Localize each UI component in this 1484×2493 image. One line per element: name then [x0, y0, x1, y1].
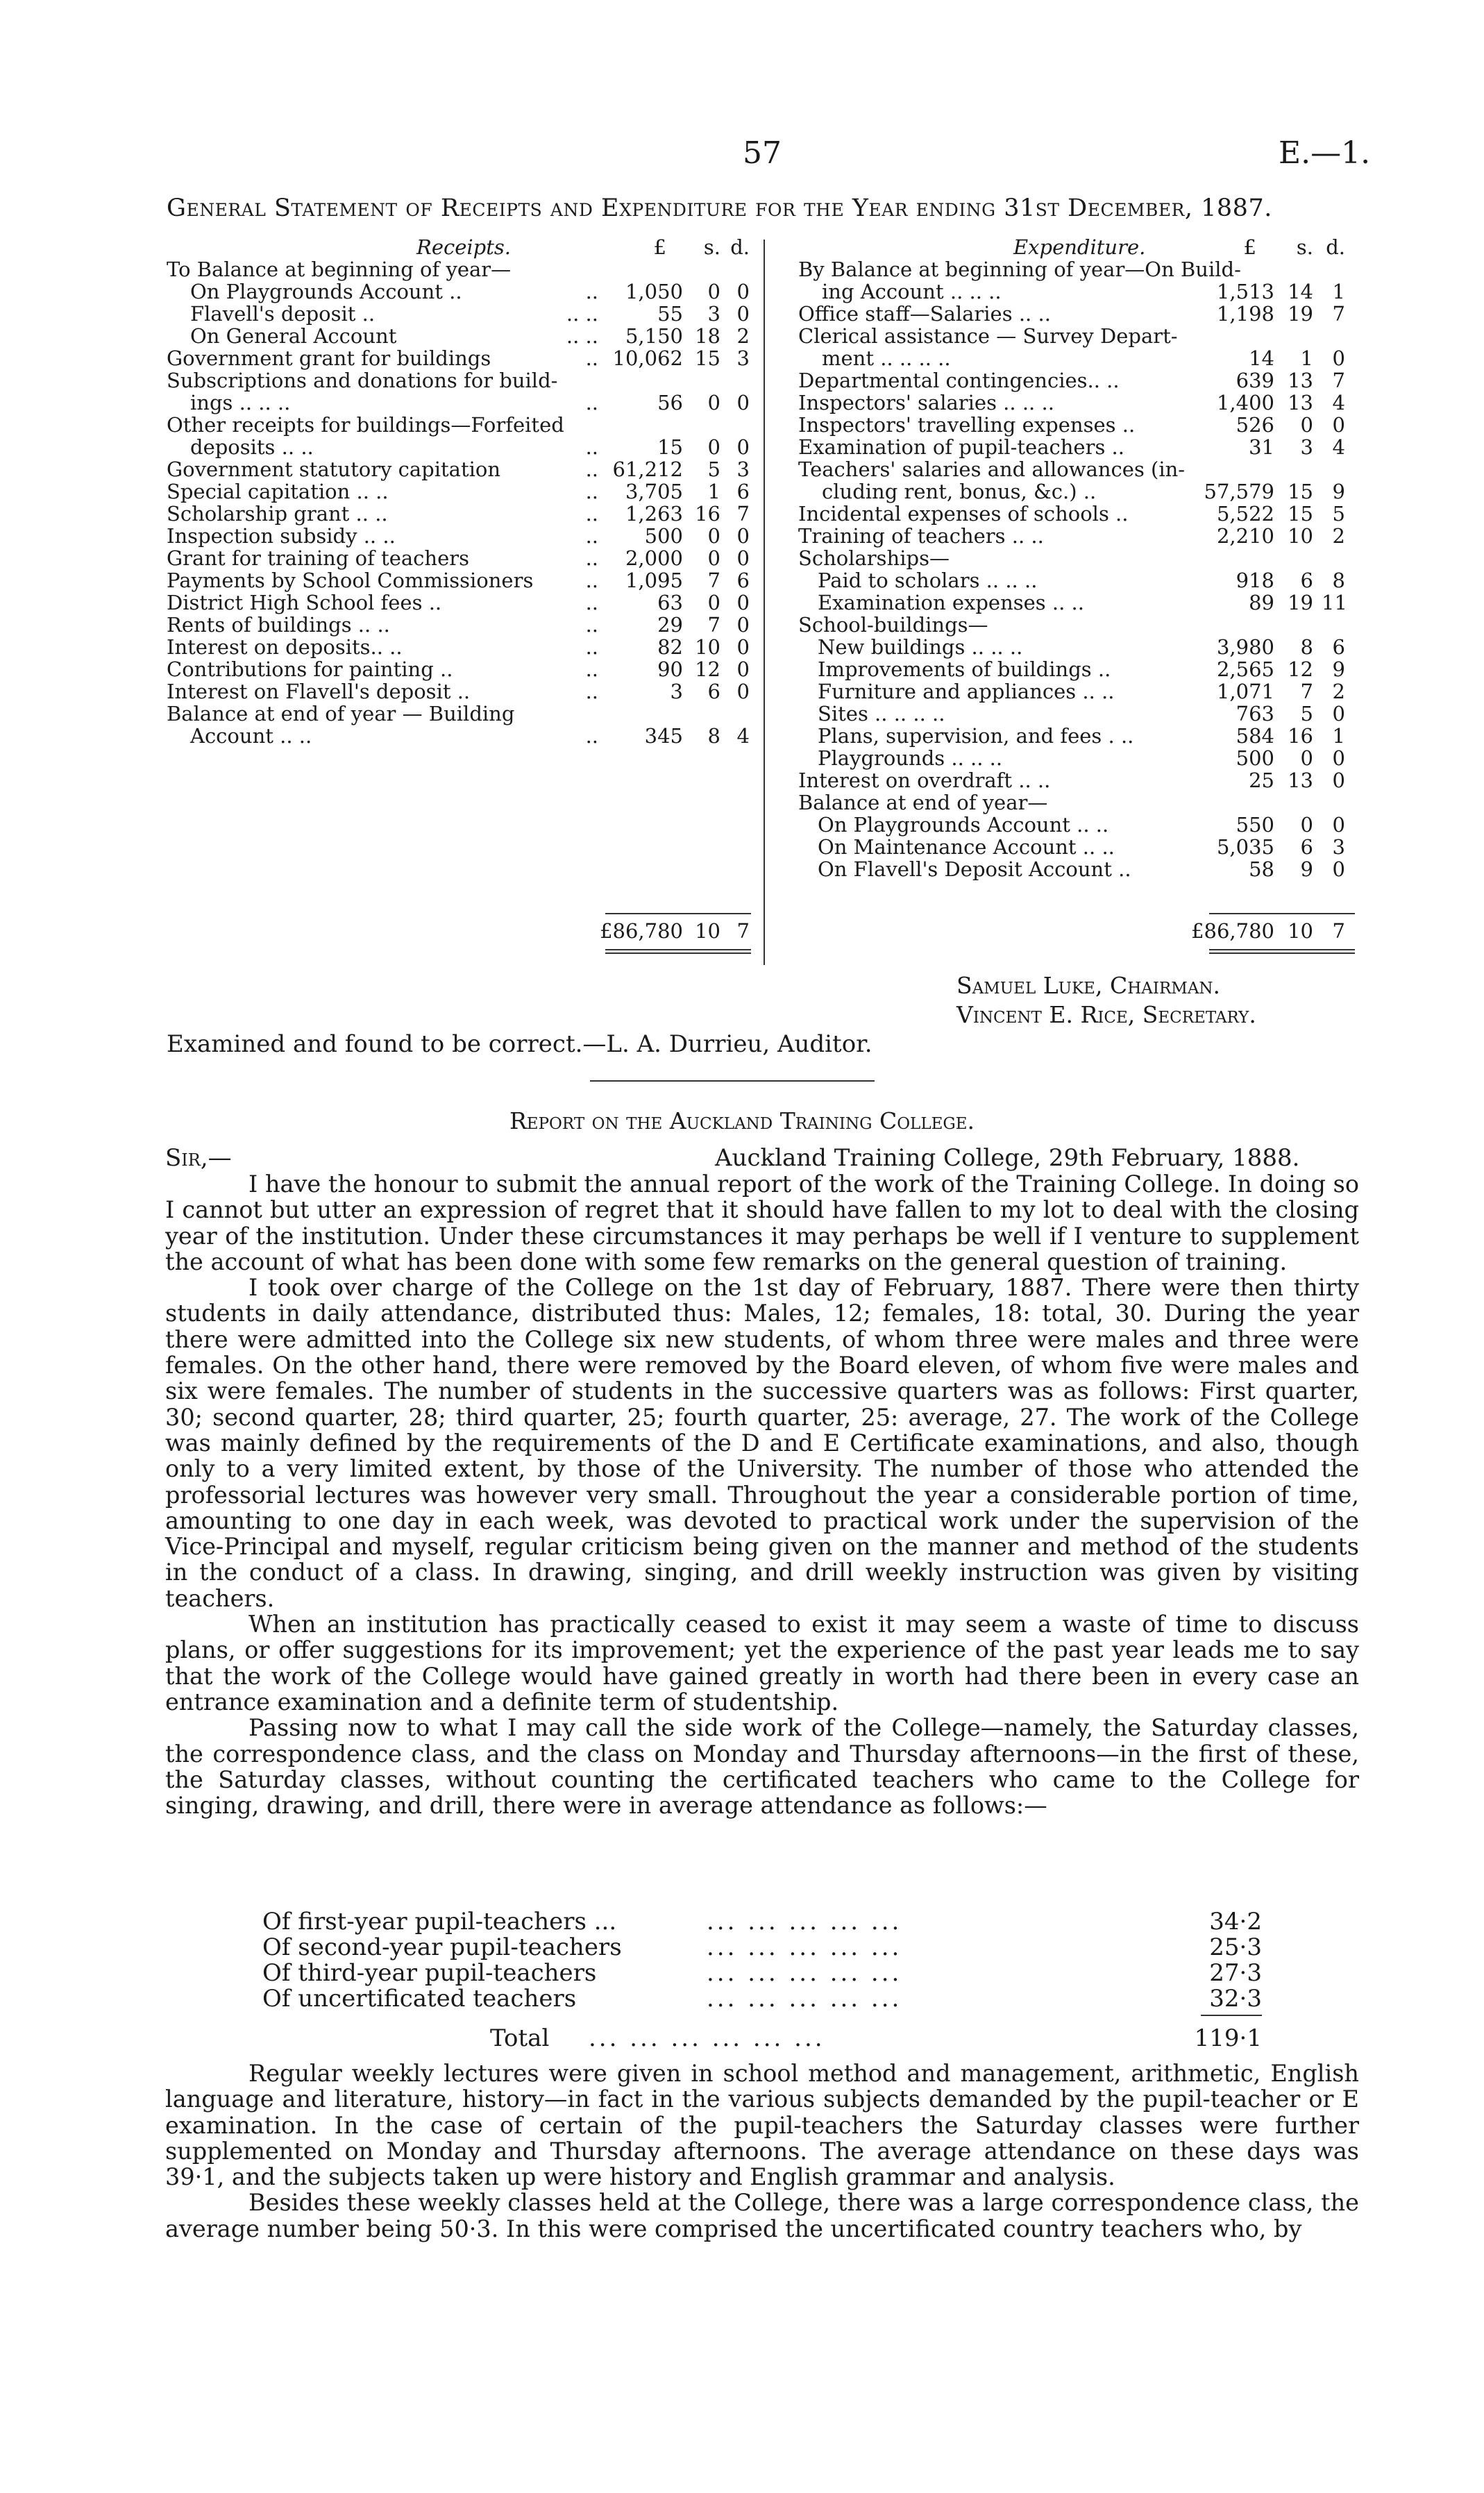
row-amount-pence: 0 [1332, 857, 1345, 881]
statement-row [798, 547, 1354, 569]
row-amount-shill: 15 [695, 346, 720, 370]
statement-row [798, 614, 1354, 636]
row-label: Flavell's deposit .. [190, 302, 376, 326]
statement-row [798, 814, 1354, 836]
row-amount-pounds: 1,513 [1216, 280, 1274, 303]
row-amount-pounds: 500 [644, 524, 683, 548]
receipts-total-shillings: 10 [695, 919, 720, 943]
row-amount-shill: 0 [1300, 746, 1313, 770]
row-amount-shill: 6 [1300, 569, 1313, 592]
statement-row [798, 680, 1354, 703]
paragraph: I have the honour to submit the annual report of the work of the Training College. In doing so I cannot but utter an expression of regret that it should have fallen to my lot to deal with the closing year of the institution. Under these circumstances it may perhaps be well if I venture to supplement the account of what has been done with some few remarks on the general question of training. [165, 1170, 1359, 1275]
statement-row [167, 725, 757, 747]
statement-row [167, 414, 757, 436]
receipts-rows [167, 258, 757, 747]
statement-row [167, 658, 757, 680]
statement-row [167, 436, 757, 458]
row-amount-pence: 0 [736, 613, 750, 637]
row-amount-pence: 0 [736, 635, 750, 659]
row-label: Account .. .. [190, 724, 312, 748]
row-amount-pence: 0 [736, 680, 750, 703]
expenditure-total-rule [1209, 913, 1355, 914]
row-amount-pence: 0 [736, 302, 750, 326]
row-amount-pounds: 3,705 [625, 480, 683, 503]
row-label: Scholarship grant .. .. [167, 502, 388, 526]
pence-header: d. [730, 235, 750, 259]
row-label: Inspection subsidy .. .. [167, 524, 396, 548]
paragraph: When an institution has practically ceased to exist it may seem a waste of time to discuss plans, or offer suggestions for its improvement; yet the experience of the past year leads me to say that the work of the College would have gained greatly in worth had there been in every case an entrance examination and a definite term of studentship. [165, 1611, 1359, 1715]
report-body [165, 1171, 1359, 1818]
row-amount-pounds: 584 [1236, 724, 1274, 748]
row-amount-pence: 9 [1332, 657, 1345, 681]
row-amount-pounds: 61,212 [612, 458, 683, 481]
statement-row [798, 725, 1354, 747]
row-amount-shill: 3 [707, 302, 720, 326]
row-amount-pence: 0 [1332, 813, 1345, 837]
row-amount-pence: 0 [1332, 769, 1345, 792]
paragraph: I took over charge of the College on the 1st day of February, 1887. There were then thirty students in daily attendance, distributed thus: Males, 12; females, 18: total, 30. During the year there were admitted into the College six new students, of whom three were males and three were females. On the other hand, there were removed by the Board eleven, of whom five were males and six were females. The number of students in the successive quarters was as follows: First quarter, 30; second quarter, 28; third quarter, 25; fourth quarter, 25: average, 27. The work of the College was mainly defined by the requirements of the D and E Certificate examinations, and also, though only to a very limited extent, by those of the University. The number of those who attended the professorial lectures was however very small. Throughout the year a considerable portion of time, amounting to one day in each week, was devoted to practical work under the supervision of the Vice-Principal and myself, regular criticism being given on the manner and method of the students in the conduct of a class. In drawing, singing, and drill weekly instruction was given by visiting teachers. [165, 1274, 1359, 1612]
row-amount-pence: 0 [736, 435, 750, 459]
row-amount-pounds: 89 [1249, 591, 1274, 614]
row-label: deposits .. .. [190, 435, 314, 459]
row-amount-pence: 9 [1332, 480, 1345, 503]
column-divider [764, 240, 765, 965]
attendance-row: Of third-year pupil-teachers ... ... ... ... ... 27·3 [262, 1959, 1262, 1987]
statement-title: General Statement of Receipts and Expenditure for the Year ending 31st December, 1887. [167, 194, 1272, 222]
row-label: Special capitation .. .. [167, 480, 389, 503]
statement-row [167, 347, 757, 369]
statement-row [167, 547, 757, 569]
row-amount-pence: 2 [1332, 680, 1345, 703]
row-label: New buildings .. .. .. [818, 635, 1023, 659]
row-amount-shill: 19 [1288, 591, 1313, 614]
row-amount-shill: 14 [1288, 280, 1313, 303]
row-label: Furniture and appliances .. .. [818, 680, 1115, 703]
row-label: Grant for training of teachers [167, 546, 469, 570]
row-amount-pounds: 56 [657, 391, 683, 414]
statement-row [167, 569, 757, 591]
row-label: Rents of buildings .. .. [167, 613, 390, 637]
receipts-total-double-rule [605, 949, 751, 950]
row-amount-shill: 15 [1288, 502, 1313, 526]
row-label: Clerical assistance — Survey Depart- [798, 324, 1178, 348]
row-label: On Playgrounds Account .. .. [818, 813, 1109, 837]
row-leader-dots: .. .. [566, 324, 598, 348]
row-label: Paid to scholars .. .. .. [818, 569, 1038, 592]
statement-row [798, 347, 1354, 369]
expenditure-rows [798, 258, 1354, 880]
salutation: Sir,— [165, 1144, 232, 1172]
row-amount-pounds: 639 [1236, 369, 1274, 392]
row-label: Office staff—Salaries .. .. [798, 302, 1051, 326]
row-amount-pounds: 25 [1249, 769, 1274, 792]
row-amount-shill: 13 [1288, 769, 1313, 792]
attendance-sum-rule [1201, 2015, 1262, 2016]
row-amount-pence: 3 [1332, 835, 1345, 859]
row-amount-shill: 9 [1300, 857, 1313, 881]
receipts-total-rule [605, 913, 751, 914]
row-label: Balance at end of year — Building [167, 702, 515, 725]
row-amount-shill: 1 [707, 480, 720, 503]
row-amount-shill: 3 [1300, 435, 1313, 459]
row-amount-pounds: 1,263 [625, 502, 683, 526]
statement-row [798, 369, 1354, 392]
row-leader-dots: .. [585, 724, 598, 748]
statement-row [798, 414, 1354, 436]
row-amount-pence: 7 [1332, 369, 1345, 392]
statement-row [798, 703, 1354, 725]
row-amount-pounds: 57,579 [1204, 480, 1274, 503]
row-amount-shill: 16 [1288, 724, 1313, 748]
row-amount-pounds: 31 [1249, 435, 1274, 459]
row-label: ing Account .. .. .. [822, 280, 1002, 303]
shillings-header: s. [703, 235, 720, 259]
row-amount-shill: 7 [1300, 680, 1313, 703]
row-amount-pounds: 3 [670, 680, 683, 703]
row-amount-pounds: 550 [1236, 813, 1274, 837]
row-amount-pence: 4 [1332, 435, 1345, 459]
row-amount-shill: 8 [707, 724, 720, 748]
paragraph: Passing now to what I may call the side work of the College—namely, the Saturday classes, the correspondence class, and the class on Monday and Thursday afternoons—in the first of these, the Saturday classes, without counting the certificated teachers who came to the College for singing, drawing, and drill, there were in average attendance as follows:— [165, 1714, 1359, 1820]
row-leader-dots: .. [585, 546, 598, 570]
row-amount-shill: 0 [707, 524, 720, 548]
row-amount-pounds: 1,050 [625, 280, 683, 303]
receipts-total-pence: 7 [736, 919, 750, 943]
row-amount-pence: 0 [736, 546, 750, 570]
row-amount-pounds: 918 [1236, 569, 1274, 592]
row-amount-pence: 0 [736, 280, 750, 303]
row-label: Interest on overdraft .. .. [798, 769, 1051, 792]
statement-row [167, 503, 757, 525]
row-amount-pence: 8 [1332, 569, 1345, 592]
expenditure-total-pence: 7 [1332, 919, 1345, 943]
row-amount-pence: 4 [736, 724, 750, 748]
row-amount-pence: 7 [1332, 302, 1345, 326]
pence-header: d. [1326, 235, 1345, 259]
statement-row [167, 480, 757, 503]
row-amount-pounds: 2,210 [1216, 524, 1274, 548]
row-amount-pence: 0 [736, 591, 750, 614]
receipts-total [167, 920, 757, 942]
statement-row [798, 325, 1354, 347]
row-label: District High School fees .. [167, 591, 442, 614]
row-leader-dots: .. [585, 502, 598, 526]
row-amount-shill: 10 [695, 635, 720, 659]
row-leader-dots: .. [585, 657, 598, 681]
attendance-row: Of uncertificated teachers ... ... ... ... ... 32·3 [262, 1985, 1262, 2013]
row-amount-pence: 0 [736, 524, 750, 548]
row-amount-shill: 10 [1288, 524, 1313, 548]
row-amount-pence: 1 [1332, 724, 1345, 748]
row-amount-shill: 5 [1300, 702, 1313, 725]
row-label: Improvements of buildings .. [818, 657, 1111, 681]
section-divider [590, 1080, 875, 1082]
row-leader-dots: .. [585, 524, 598, 548]
row-amount-shill: 5 [707, 458, 720, 481]
statement-row [798, 503, 1354, 525]
row-label: Government statutory capitation [167, 458, 501, 481]
row-leader-dots: .. .. [566, 302, 598, 326]
expenditure-total-double-rule [1209, 949, 1355, 950]
row-label: Interest on deposits.. .. [167, 635, 403, 659]
row-amount-pence: 11 [1322, 591, 1347, 614]
row-label: Balance at end of year— [798, 791, 1048, 814]
expenditure-header-row [798, 236, 1354, 258]
row-amount-pounds: 58 [1249, 857, 1274, 881]
row-amount-shill: 0 [707, 391, 720, 414]
row-amount-pounds: 10,062 [612, 346, 683, 370]
row-label: Examination of pupil-teachers .. [798, 435, 1124, 459]
row-amount-shill: 19 [1288, 302, 1313, 326]
row-label: Contributions for painting .. [167, 657, 453, 681]
row-amount-pence: 5 [1332, 502, 1345, 526]
row-leader-dots: .. [585, 280, 598, 303]
row-label: To Balance at beginning of year— [167, 258, 512, 281]
row-amount-pence: 3 [736, 458, 750, 481]
row-amount-pence: 2 [1332, 524, 1345, 548]
statement-row [798, 658, 1354, 680]
report-heading: Report on the Auckland Training College. [509, 1107, 975, 1134]
row-amount-pence: 3 [736, 346, 750, 370]
row-amount-pence: 6 [736, 569, 750, 592]
statement-row [798, 436, 1354, 458]
statement-row [798, 747, 1354, 769]
row-amount-pounds: 345 [644, 724, 683, 748]
row-amount-pence: 0 [736, 657, 750, 681]
row-amount-pounds: 63 [657, 591, 683, 614]
statement-row [798, 303, 1354, 325]
row-amount-pounds: 14 [1249, 346, 1274, 370]
row-amount-pounds: 55 [657, 302, 683, 326]
row-amount-shill: 8 [1300, 635, 1313, 659]
row-leader-dots: .. [585, 346, 598, 370]
row-label: Scholarships— [798, 546, 950, 570]
row-amount-shill: 13 [1288, 391, 1313, 414]
row-label: Inspectors' salaries .. .. .. [798, 391, 1054, 414]
paragraph: Regular weekly lectures were given in school method and management, arithmetic, English language and literature, history—in fact in the various subjects demanded by the pupil-teacher or E examination. In the case of certain of the pupil-teachers the Saturday classes were further supplemented on Monday and Thursday afternoons. The average attendance on these days was 39·1, and the subjects taken up were history and English grammar and analysis. [165, 2060, 1359, 2191]
row-leader-dots: .. [585, 458, 598, 481]
row-label: Interest on Flavell's deposit .. [167, 680, 471, 703]
page-number: 57 [743, 135, 782, 171]
row-amount-shill: 7 [707, 613, 720, 637]
row-amount-pence: 7 [736, 502, 750, 526]
row-amount-pounds: 5,150 [625, 324, 683, 348]
row-leader-dots: .. [585, 613, 598, 637]
row-amount-shill: 16 [695, 502, 720, 526]
statement-row [798, 791, 1354, 814]
row-amount-shill: 0 [707, 546, 720, 570]
row-label: Examination expenses .. .. [818, 591, 1084, 614]
report-body-continued [165, 2060, 1359, 2242]
paragraph: Besides these weekly classes held at the College, there was a large correspondence class, the average number being 50·3. In this were comprised the uncertificated country teachers who, by [165, 2189, 1359, 2242]
place-date: Auckland Training College, 29th February, 1888. [715, 1144, 1300, 1172]
shillings-header: s. [1296, 235, 1313, 259]
row-label: School-buildings— [798, 613, 988, 637]
expenditure-total-pounds: £86,780 [1191, 919, 1274, 943]
row-label: Sites .. .. .. .. [818, 702, 945, 725]
statement-row [798, 480, 1354, 503]
row-leader-dots: .. [585, 591, 598, 614]
row-amount-pounds: 2,565 [1216, 657, 1274, 681]
row-label: ings .. .. .. [190, 391, 291, 414]
statement-row [798, 458, 1354, 480]
row-amount-shill: 13 [1288, 369, 1313, 392]
row-amount-pounds: 1,071 [1216, 680, 1274, 703]
statement-row [798, 525, 1354, 547]
statement-row [798, 858, 1354, 880]
row-label: On Flavell's Deposit Account .. [818, 857, 1131, 881]
row-amount-pounds: 5,522 [1216, 502, 1274, 526]
row-leader-dots: .. [585, 680, 598, 703]
row-amount-pence: 0 [736, 391, 750, 414]
receipts-header-row [167, 236, 757, 258]
row-label: Subscriptions and donations for build- [167, 369, 558, 392]
row-amount-pounds: 1,095 [625, 569, 683, 592]
statement-row [798, 836, 1354, 858]
auditor-statement: Examined and found to be correct.—L. A. Durrieu, Auditor. [167, 1030, 872, 1058]
row-amount-pounds: 2,000 [625, 546, 683, 570]
row-amount-shill: 0 [1300, 813, 1313, 837]
row-label: Government grant for buildings [167, 346, 491, 370]
statement-row [798, 392, 1354, 414]
row-amount-shill: 12 [695, 657, 720, 681]
receipts-heading: Receipts. [416, 235, 511, 259]
row-amount-shill: 6 [1300, 835, 1313, 859]
row-amount-shill: 1 [1300, 346, 1313, 370]
statement-row [798, 569, 1354, 591]
statement-row [798, 258, 1354, 280]
row-label: Payments by School Commissioners [167, 569, 534, 592]
row-amount-pounds: 15 [657, 435, 683, 459]
attendance-row: Of first-year pupil-teachers ... ... ... ... ... ... 34·2 [262, 1908, 1262, 1936]
statement-row [798, 769, 1354, 791]
statement-row [167, 614, 757, 636]
row-amount-pence: 2 [736, 324, 750, 348]
pounds-header: £ [653, 235, 666, 259]
row-amount-shill: 12 [1288, 657, 1313, 681]
row-leader-dots: .. [585, 480, 598, 503]
row-amount-pounds: 82 [657, 635, 683, 659]
row-label: Inspectors' travelling expenses .. [798, 413, 1136, 437]
row-amount-pounds: 763 [1236, 702, 1274, 725]
row-amount-shill: 7 [707, 569, 720, 592]
row-amount-shill: 0 [1300, 413, 1313, 437]
row-amount-pence: 0 [1332, 413, 1345, 437]
statement-row [167, 325, 757, 347]
statement-row [167, 636, 757, 658]
statement-row [798, 280, 1354, 303]
statement-row [167, 458, 757, 480]
attendance-table [262, 1909, 1262, 2012]
row-leader-dots: .. [585, 391, 598, 414]
statement-row [167, 258, 757, 280]
row-amount-pounds: 90 [657, 657, 683, 681]
row-label: On Maintenance Account .. .. [818, 835, 1115, 859]
receipts-column [167, 236, 757, 747]
row-label: Incidental expenses of schools .. [798, 502, 1129, 526]
row-amount-shill: 15 [1288, 480, 1313, 503]
statement-row [167, 525, 757, 547]
row-label: On General Account [190, 324, 397, 348]
expenditure-heading: Expenditure. [1013, 235, 1146, 259]
statement-row [167, 303, 757, 325]
statement-row [167, 369, 757, 392]
row-amount-shill: 18 [695, 324, 720, 348]
row-label: Plans, supervision, and fees . .. [818, 724, 1134, 748]
row-amount-pounds: 500 [1236, 746, 1274, 770]
row-amount-pounds: 5,035 [1216, 835, 1274, 859]
row-amount-pounds: 29 [657, 613, 683, 637]
row-label: Training of teachers .. .. [798, 524, 1044, 548]
statement-row [167, 680, 757, 703]
row-label: On Playgrounds Account .. [190, 280, 462, 303]
row-amount-shill: 6 [707, 680, 720, 703]
row-amount-pence: 0 [1332, 346, 1345, 370]
statement-row [798, 591, 1354, 614]
statement-row [167, 591, 757, 614]
pounds-header: £ [1243, 235, 1256, 259]
attendance-row: Of second-year pupil-teachers ... ... ... ... ... 25·3 [262, 1933, 1262, 1961]
row-amount-pence: 4 [1332, 391, 1345, 414]
row-amount-shill: 0 [707, 435, 720, 459]
row-label: Teachers' salaries and allowances (in- [798, 458, 1186, 481]
row-amount-pence: 6 [736, 480, 750, 503]
row-amount-pounds: 1,198 [1216, 302, 1274, 326]
row-label: ment .. .. .. .. [822, 346, 951, 370]
row-amount-pounds: 1,400 [1216, 391, 1274, 414]
row-amount-pounds: 3,980 [1216, 635, 1274, 659]
row-leader-dots: .. [585, 435, 598, 459]
row-amount-pence: 0 [1332, 702, 1345, 725]
row-amount-pence: 0 [1332, 746, 1345, 770]
row-amount-pounds: 526 [1236, 413, 1274, 437]
row-amount-pence: 1 [1332, 280, 1345, 303]
row-amount-pence: 6 [1332, 635, 1345, 659]
attendance-total: Total ... ... ... ... ... ... 119·1 [490, 2024, 1262, 2052]
row-amount-shill: 0 [707, 591, 720, 614]
row-label: By Balance at beginning of year—On Build- [798, 258, 1241, 281]
expenditure-total [798, 920, 1354, 942]
expenditure-total-shillings: 10 [1288, 919, 1313, 943]
secretary-signature: Vincent E. Rice, Secretary. [956, 1001, 1256, 1028]
page-reference: E.—1. [1279, 135, 1371, 171]
statement-row [167, 392, 757, 414]
row-label: cluding rent, bonus, &c.) .. [822, 480, 1097, 503]
statement-row [798, 636, 1354, 658]
row-label: Playgrounds .. .. .. [818, 746, 1003, 770]
statement-row [167, 280, 757, 303]
expenditure-column [798, 236, 1354, 880]
receipts-total-pounds: £86,780 [600, 919, 683, 943]
row-amount-shill: 0 [707, 280, 720, 303]
row-leader-dots: .. [585, 569, 598, 592]
chairman-signature: Samuel Luke, Chairman. [956, 972, 1221, 999]
row-label: Departmental contingencies.. .. [798, 369, 1120, 392]
row-leader-dots: .. [585, 635, 598, 659]
statement-row [167, 703, 757, 725]
row-label: Other receipts for buildings—Forfeited [167, 413, 564, 437]
